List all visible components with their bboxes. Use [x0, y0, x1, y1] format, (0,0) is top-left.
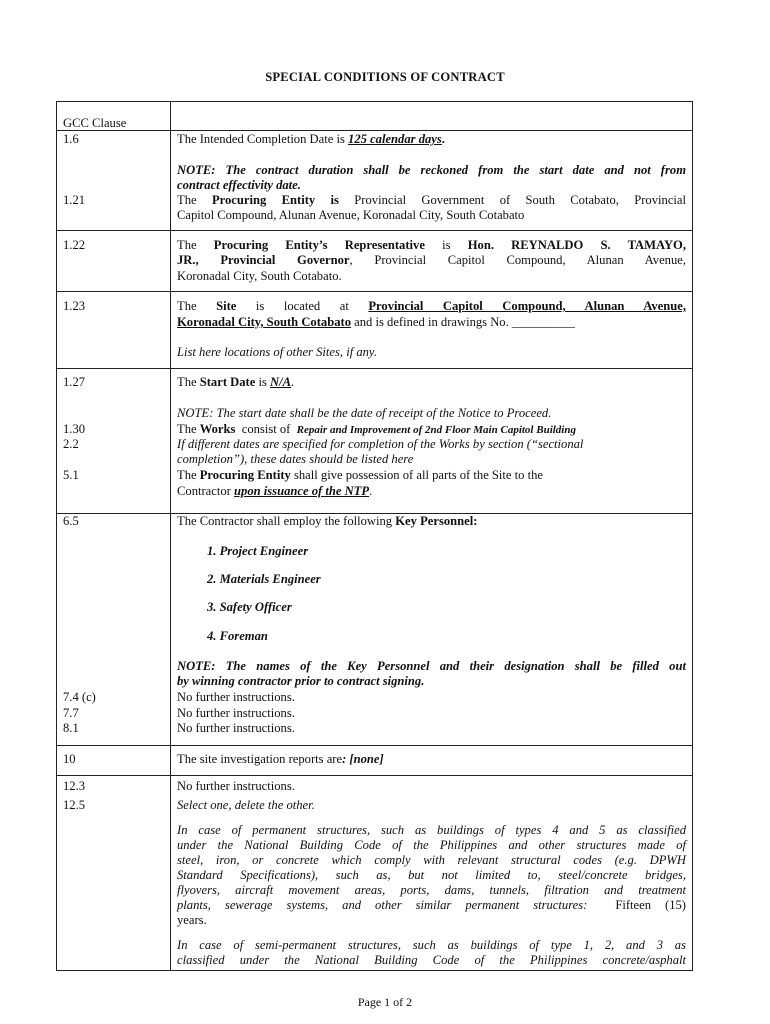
clause-number: 8.1: [63, 721, 79, 735]
clause-number: 7.4 (c): [63, 690, 96, 704]
row-divider: [57, 775, 692, 776]
key-personnel-item: 1. Project Engineer: [207, 544, 309, 558]
clause-5-1-text: The Procuring Entity shall give possession of all parts of the Site to the: [177, 468, 544, 482]
row-divider: [57, 368, 692, 369]
clause-1-22-text-cont: JR., Provincial Governor, Provincial Capitol Compound, Alunan Avenue,: [177, 253, 686, 267]
row-divider: [57, 745, 692, 746]
clause-1-22-text-end: Koronadal City, South Cotabato.: [177, 269, 342, 283]
header-gcc-clause: GCC Clause: [63, 116, 127, 130]
row-divider: [57, 101, 692, 102]
clause-number: 5.1: [63, 468, 79, 482]
clause-12-5-permanent: steel, iron, or concrete which comply with relevant structural codes (e.g. DPWH: [177, 853, 686, 867]
clause-12-5-select: Select one, delete the other.: [177, 798, 315, 812]
clause-1-23-note: List here locations of other Sites, if any.: [177, 345, 377, 359]
clause-6-5-note-cont: by winning contractor prior to contract signing.: [177, 674, 425, 688]
clause-1-6-note-cont: contract effectivity date.: [177, 178, 301, 192]
clause-12-3-text: No further instructions.: [177, 779, 295, 793]
clause-number: 6.5: [63, 514, 79, 528]
key-personnel-item: 4. Foreman: [207, 629, 268, 643]
clause-1-23-text-cont: Koronadal City, South Cotabato and is defined in drawings No. __________: [177, 315, 575, 329]
clause-1-30-text: The Works consist of Repair and Improvement of 2nd Floor Main Capitol Building: [177, 422, 576, 436]
clause-7-4c-text: No further instructions.: [177, 690, 295, 704]
clause-number: 1.22: [63, 238, 86, 252]
clause-12-5-permanent: In case of permanent structures, such as buildings of types 4 and 5 as classified: [177, 823, 686, 837]
conditions-table: [56, 101, 693, 971]
clause-12-5-permanent: Standard Specifications), such as, but not limited to, steel/concrete bridges,: [177, 868, 686, 882]
row-divider: [57, 230, 692, 231]
clause-1-27-text: The Start Date is N/A.: [177, 375, 295, 389]
clause-1-21-text-cont: Capitol Compound, Alunan Avenue, Koronadal City, South Cotabato: [177, 208, 525, 222]
clause-2-2-text-cont: completion”), these dates should be listed here: [177, 452, 414, 466]
clause-8-1-text: No further instructions.: [177, 721, 295, 735]
clause-5-1-text-cont: Contractor upon issuance of the NTP.: [177, 484, 373, 498]
clause-2-2-text: If different dates are specified for completion of the Works by section (“sectional: [177, 437, 584, 451]
key-personnel-item: 2. Materials Engineer: [207, 572, 321, 586]
key-personnel-item: 3. Safety Officer: [207, 600, 292, 614]
clause-10-text: The site investigation reports are: [none]: [177, 752, 384, 766]
clause-12-5-permanent: plants, sewerage systems, and other similar permanent structures: Fifteen (15): [177, 898, 686, 912]
column-divider: [170, 101, 171, 970]
clause-6-5-text: The Contractor shall employ the following Key Personnel:: [177, 514, 478, 528]
clause-number: 1.21: [63, 193, 86, 207]
clause-6-5-note: NOTE: The names of the Key Personnel and their designation shall be filled out: [177, 659, 686, 673]
clause-12-5-permanent-years: years.: [177, 913, 207, 927]
clause-number: 2.2: [63, 437, 79, 451]
clause-number: 12.3: [63, 779, 86, 793]
clause-number: 1.23: [63, 299, 86, 313]
clause-1-22-text: The Procuring Entity’s Representative is Hon. REYNALDO S. TAMAYO,: [177, 238, 686, 252]
clause-number: 7.7: [63, 706, 79, 720]
clause-number: 1.30: [63, 422, 86, 436]
clause-7-7-text: No further instructions.: [177, 706, 295, 720]
row-divider: [57, 130, 692, 131]
page-footer: Page 1 of 2: [357, 995, 413, 1009]
clause-1-23-text: The Site is located at Provincial Capitol Compound, Alunan Avenue,: [177, 299, 686, 313]
clause-12-5-semi-permanent: In case of semi-permanent structures, such as buildings of type 1, 2, and 3 as: [177, 938, 686, 952]
clause-number: 1.6: [63, 132, 79, 146]
clause-1-6-note: NOTE: The contract duration shall be reckoned from the start date and not from: [177, 163, 686, 177]
clause-number: 10: [63, 752, 76, 766]
row-divider: [57, 291, 692, 292]
clause-number: 12.5: [63, 798, 86, 812]
page-title: SPECIAL CONDITIONS OF CONTRACT: [265, 70, 505, 84]
clause-1-6-text: The Intended Completion Date is 125 calendar days.: [177, 132, 445, 146]
clause-number: 1.27: [63, 375, 86, 389]
clause-1-21-text: The Procuring Entity is Provincial Government of South Cotabato, Provincial: [177, 193, 687, 207]
clause-12-5-permanent: flyovers, aircraft movement areas, ports, dams, tunnels, filtration and treatment: [177, 883, 686, 897]
clause-1-27-note: NOTE: The start date shall be the date of receipt of the Notice to Proceed.: [177, 406, 552, 420]
clause-12-5-permanent: under the National Building Code of the Philippines and other structures made of: [177, 838, 686, 852]
clause-12-5-semi-permanent: classified under the National Building Code of the Philippines concrete/asphalt: [177, 953, 686, 967]
